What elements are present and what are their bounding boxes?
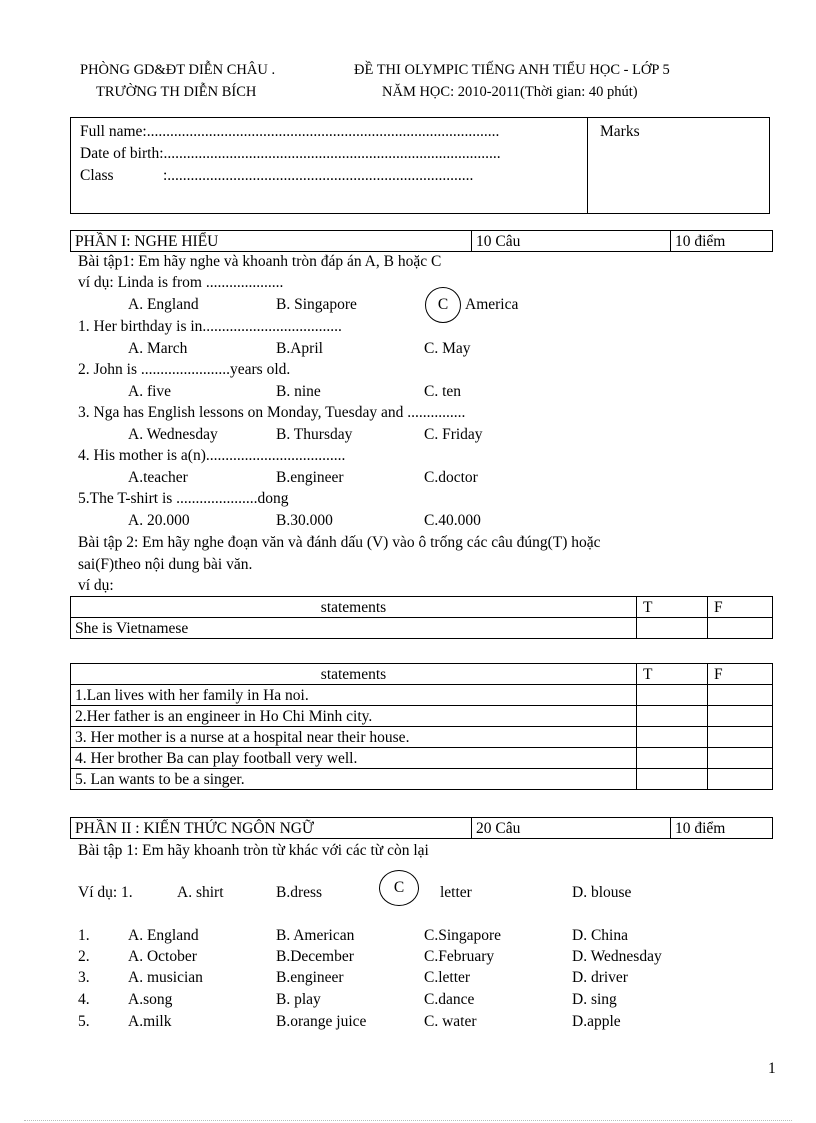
f-header: F bbox=[708, 597, 773, 618]
part1-header-table bbox=[70, 230, 773, 252]
part1-example-question: ví dụ: Linda is from .................... bbox=[78, 274, 284, 291]
exam-title: ĐỀ THI OLYMPIC TIẾNG ANH TIỂU HỌC - LỚP 5 bbox=[354, 62, 670, 78]
table-row bbox=[71, 685, 773, 706]
q1-option-c[interactable]: C. May bbox=[424, 340, 471, 357]
full-name-field[interactable]: Full name:........................................................................................... bbox=[80, 123, 500, 140]
example-circled-answer: C bbox=[425, 287, 461, 323]
f-cell[interactable] bbox=[708, 685, 773, 706]
student-info-box bbox=[70, 117, 770, 214]
part2-example-b: B.dress bbox=[276, 884, 323, 901]
p2-row1-d[interactable]: D. China bbox=[572, 927, 628, 944]
part2-points: 10 điểm bbox=[671, 818, 773, 839]
example-option-c-word: America bbox=[465, 296, 519, 313]
question-5: 5.The T-shirt is .....................dong bbox=[78, 490, 289, 507]
q5-option-a[interactable]: A. 20.000 bbox=[128, 512, 190, 529]
q4-option-c[interactable]: C.doctor bbox=[424, 469, 478, 486]
part1-ex2-example-label: ví dụ: bbox=[78, 577, 114, 594]
p2-row5-num: 5. bbox=[78, 1013, 90, 1030]
p2-row2-b[interactable]: B.December bbox=[276, 948, 354, 965]
t-cell[interactable] bbox=[637, 727, 708, 748]
p2-row2-a[interactable]: A. October bbox=[128, 948, 197, 965]
p2-row4-a[interactable]: A.song bbox=[128, 991, 173, 1008]
page-number: 1 bbox=[768, 1060, 776, 1077]
table-row bbox=[71, 727, 773, 748]
part1-points: 10 điểm bbox=[671, 231, 773, 252]
q2-option-b[interactable]: B. nine bbox=[276, 383, 321, 400]
q4-option-b[interactable]: B.engineer bbox=[276, 469, 344, 486]
part2-ex1-title: Bài tập 1: Em hãy khoanh tròn từ khác với các từ còn lại bbox=[78, 842, 429, 859]
school-name: TRƯỜNG TH DIỄN BÍCH bbox=[96, 84, 257, 100]
table-row bbox=[71, 706, 773, 727]
p2-row5-c[interactable]: C. water bbox=[424, 1013, 477, 1030]
part2-example-num: Ví dụ: 1. bbox=[78, 884, 133, 901]
statement-text: 1.Lan lives with her family in Ha noi. bbox=[71, 685, 637, 706]
f-cell[interactable] bbox=[708, 706, 773, 727]
p2-row4-num: 4. bbox=[78, 991, 90, 1008]
table-row bbox=[71, 748, 773, 769]
t-header: T bbox=[637, 597, 708, 618]
question-3: 3. Nga has English lessons on Monday, Tuesday and ............... bbox=[78, 404, 466, 421]
example-option-b: B. Singapore bbox=[276, 296, 357, 313]
part2-example-circled: C bbox=[379, 870, 419, 906]
q4-option-a[interactable]: A.teacher bbox=[128, 469, 188, 486]
statement-text: 5. Lan wants to be a singer. bbox=[71, 769, 637, 790]
part2-title: PHẦN II : KIẾN THỨC NGÔN NGỮ bbox=[71, 818, 472, 839]
p2-row1-b[interactable]: B. American bbox=[276, 927, 355, 944]
q5-option-c[interactable]: C.40.000 bbox=[424, 512, 481, 529]
t-cell[interactable] bbox=[637, 706, 708, 727]
q1-option-b[interactable]: B.April bbox=[276, 340, 323, 357]
p2-row2-c[interactable]: C.February bbox=[424, 948, 495, 965]
p2-row1-a[interactable]: A. England bbox=[128, 927, 199, 944]
p2-row1-num: 1. bbox=[78, 927, 90, 944]
p2-row5-d[interactable]: D.apple bbox=[572, 1013, 621, 1030]
q2-option-c[interactable]: C. ten bbox=[424, 383, 462, 400]
part1-ex2-line1: Bài tập 2: Em hãy nghe đoạn văn và đánh dấu (V) vào ô trống các câu đúng(T) hoặc bbox=[78, 534, 601, 551]
part1-title: PHẦN I: NGHE HIỂU bbox=[71, 231, 472, 252]
p2-row5-a[interactable]: A.milk bbox=[128, 1013, 172, 1030]
part2-example-a: A. shirt bbox=[177, 884, 224, 901]
p2-row2-num: 2. bbox=[78, 948, 90, 965]
f-cell[interactable] bbox=[708, 748, 773, 769]
statements-table bbox=[70, 663, 773, 790]
statement-text: 4. Her brother Ba can play football very well. bbox=[71, 748, 637, 769]
q2-option-a[interactable]: A. five bbox=[128, 383, 172, 400]
q3-option-a[interactable]: A. Wednesday bbox=[128, 426, 218, 443]
class-label: Class bbox=[80, 167, 114, 184]
example-statements-table bbox=[70, 596, 773, 639]
f-header: F bbox=[708, 664, 773, 685]
part1-count: 10 Câu bbox=[472, 231, 671, 252]
example-t-cell[interactable] bbox=[637, 618, 708, 639]
p2-row4-c[interactable]: C.dance bbox=[424, 991, 475, 1008]
f-cell[interactable] bbox=[708, 769, 773, 790]
question-1: 1. Her birthday is in.................................... bbox=[78, 318, 342, 335]
part2-example-d: D. blouse bbox=[572, 884, 632, 901]
q3-option-b[interactable]: B. Thursday bbox=[276, 426, 353, 443]
table-row bbox=[71, 769, 773, 790]
t-cell[interactable] bbox=[637, 769, 708, 790]
date-of-birth-field[interactable]: Date of birth:....................................................................................... bbox=[80, 145, 501, 162]
p2-row3-b[interactable]: B.engineer bbox=[276, 969, 344, 986]
example-option-a: A. England bbox=[128, 296, 199, 313]
p2-row3-a[interactable]: A. musician bbox=[128, 969, 203, 986]
p2-row4-b[interactable]: B. play bbox=[276, 991, 321, 1008]
p2-row5-b[interactable]: B.orange juice bbox=[276, 1013, 367, 1030]
t-cell[interactable] bbox=[637, 748, 708, 769]
f-cell[interactable] bbox=[708, 727, 773, 748]
example-f-cell[interactable] bbox=[708, 618, 773, 639]
statement-text: 3. Her mother is a nurse at a hospital near their house. bbox=[71, 727, 637, 748]
statement-text: 2.Her father is an engineer in Ho Chi Minh city. bbox=[71, 706, 637, 727]
p2-row1-c[interactable]: C.Singapore bbox=[424, 927, 502, 944]
q1-option-a[interactable]: A. March bbox=[128, 340, 188, 357]
exam-year: NĂM HỌC: 2010-2011(Thời gian: 40 phút) bbox=[382, 84, 638, 100]
statements-header: statements bbox=[71, 597, 637, 618]
part1-ex1-title: Bài tập1: Em hãy nghe và khoanh tròn đáp án A, B hoặc C bbox=[78, 253, 442, 270]
marks-label: Marks bbox=[600, 123, 640, 140]
example-statement: She is Vietnamese bbox=[71, 618, 637, 639]
part2-header-table bbox=[70, 817, 773, 839]
class-field[interactable]: :............................................................................... bbox=[163, 167, 474, 184]
statements-header: statements bbox=[71, 664, 637, 685]
p2-row3-d[interactable]: D. driver bbox=[572, 969, 628, 986]
p2-row2-d[interactable]: D. Wednesday bbox=[572, 948, 662, 965]
t-header: T bbox=[637, 664, 708, 685]
school-office: PHÒNG GD&ĐT DIỄN CHÂU . bbox=[80, 62, 276, 78]
p2-row3-c[interactable]: C.letter bbox=[424, 969, 471, 986]
info-divider bbox=[587, 118, 588, 213]
q5-option-b[interactable]: B.30.000 bbox=[276, 512, 333, 529]
question-4: 4. His mother is a(n).................................... bbox=[78, 447, 346, 464]
question-2: 2. John is .......................years old. bbox=[78, 361, 291, 378]
p2-row3-num: 3. bbox=[78, 969, 90, 986]
page-bottom-divider bbox=[24, 1120, 792, 1121]
q3-option-c[interactable]: C. Friday bbox=[424, 426, 483, 443]
part2-example-c-word: letter bbox=[440, 884, 472, 901]
p2-row4-d[interactable]: D. sing bbox=[572, 991, 617, 1008]
part2-count: 20 Câu bbox=[472, 818, 671, 839]
t-cell[interactable] bbox=[637, 685, 708, 706]
part1-ex2-line2: sai(F)theo nội dung bài văn. bbox=[78, 556, 253, 573]
